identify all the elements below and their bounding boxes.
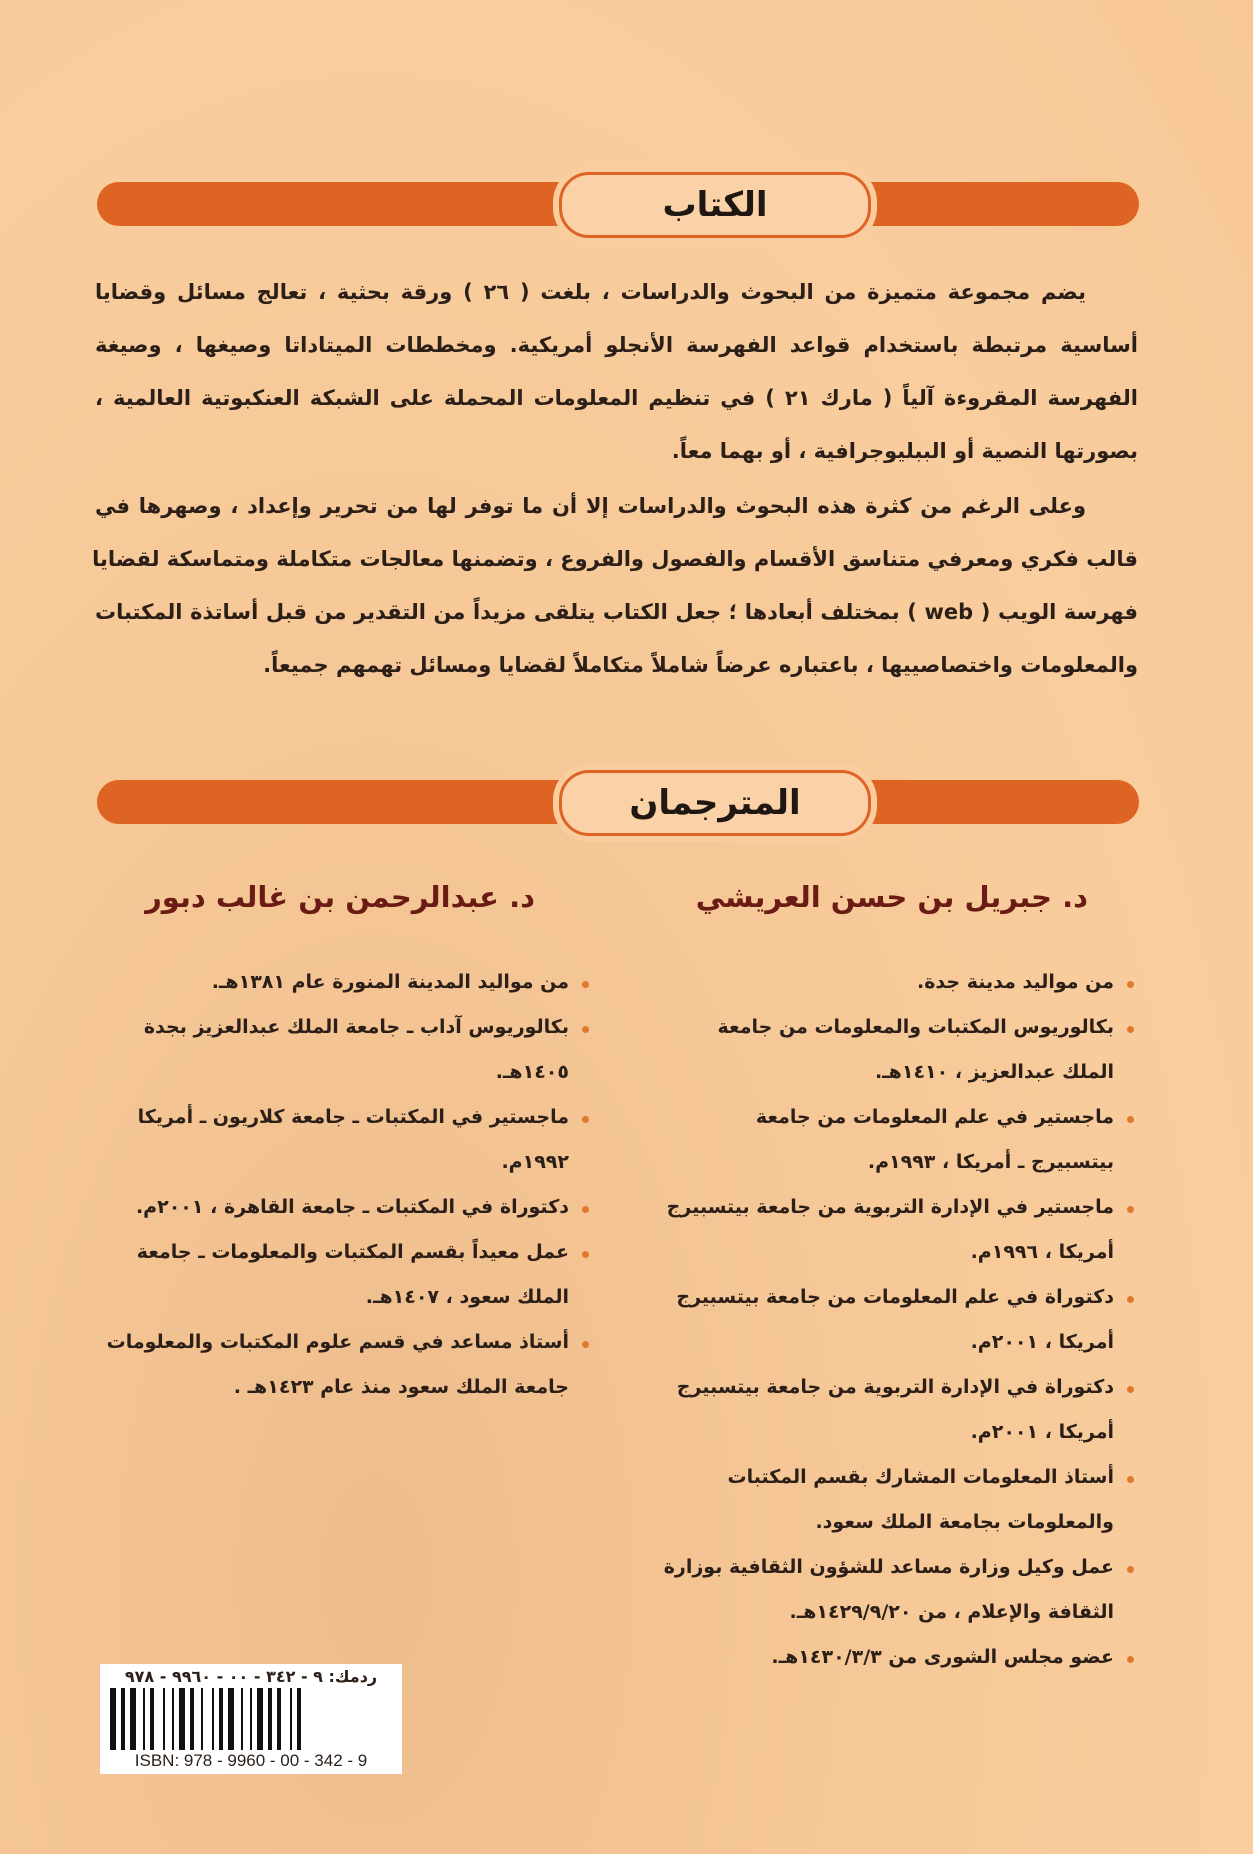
bullet-icon	[1127, 1206, 1134, 1213]
barcode-bar	[250, 1688, 252, 1750]
bio-list-item	[91, 960, 591, 1005]
paragraph-line: الفهرسة المقروءة آلياً ( مارك ٢١ ) في تنظيم المعلومات المحملة على الشبكة العنكبوتية العالمية ،	[95, 386, 1138, 410]
barcode-bar	[150, 1688, 154, 1750]
bio-list-item	[636, 960, 1136, 1005]
barcode-bar	[268, 1688, 272, 1750]
isbn-text: ISBN: 978 - 9960 - 00 - 342 - 9	[134, 1751, 368, 1770]
bullet-icon	[582, 1251, 589, 1258]
paragraph-line: وعلى الرغم من كثرة هذه البحوث والدراسات إلا أن ما توفر لها من تحرير وإعداد ، وصهرها في	[95, 494, 1086, 518]
barcode-bar	[290, 1688, 292, 1750]
bullet-icon	[1127, 1476, 1134, 1483]
arabic-isbn: ردمك: ٩ - ٣٤٢ - ٠٠ - ٩٩٦٠ - ٩٧٨	[124, 1667, 378, 1686]
paragraph-line: أساسية مرتبطة باستخدام قواعد الفهرسة الأنجلو أمريكية. ومخططات الميتاداتا وصيغها ، وصيغة	[95, 333, 1138, 357]
bio-line: عمل وكيل وزارة مساعد للشؤون الثقافية بوزارة	[663, 1556, 1114, 1578]
bio-line: بكالوريوس آداب ـ جامعة الملك عبدالعزيز بجدة	[143, 1016, 569, 1038]
bio-line: دكتوراة في علم المعلومات من جامعة بيتسبيرج	[676, 1286, 1114, 1308]
barcode-bar	[228, 1688, 234, 1750]
bio-line: دكتوراة في المكتبات ـ جامعة القاهرة ، ٢٠٠١م.	[135, 1196, 569, 1218]
bio-line: جامعة الملك سعود منذ عام ١٤٢٣هـ .	[233, 1376, 569, 1398]
barcode-bar	[257, 1688, 263, 1750]
bullet-icon	[1127, 1296, 1134, 1303]
bullet-icon	[582, 1116, 589, 1123]
barcode-bar	[110, 1688, 116, 1750]
translator-1-name: د. جبريل بن حسن العريشي	[695, 880, 1088, 914]
bio-line: عمل معيداً بقسم المكتبات والمعلومات ـ جامعة	[136, 1241, 569, 1263]
isbn-barcode	[100, 1664, 402, 1774]
bio-line: ١٩٩٢م.	[501, 1151, 569, 1173]
translators-section-title: المترجمان	[559, 770, 871, 836]
bio-line: ١٤٠٥هـ.	[495, 1061, 569, 1083]
barcode-bar	[143, 1688, 145, 1750]
barcode-bar	[219, 1688, 223, 1750]
paragraph-line: والمعلومات واختصاصييها ، باعتباره عرضاً شاملاً متكاملاً لقضايا ومسائل تهمهم جميعاً.	[263, 653, 1138, 677]
translator-1-bio-list	[636, 960, 1136, 1680]
barcode-bar	[241, 1688, 243, 1750]
barcode-bar	[121, 1688, 125, 1750]
bio-list-item	[91, 1185, 591, 1230]
bullet-icon	[1127, 1386, 1134, 1393]
bio-list-item	[636, 1185, 1136, 1275]
barcode-bar	[201, 1688, 203, 1750]
bio-line: من مواليد المدينة المنورة عام ١٣٨١هـ.	[211, 971, 569, 993]
barcode-bar	[163, 1688, 165, 1750]
bio-line: أمريكا ، ٢٠٠١م.	[970, 1331, 1114, 1353]
bullet-icon	[1127, 1566, 1134, 1573]
bio-list-item	[91, 1095, 591, 1185]
book-section-title: الكتاب	[559, 172, 871, 238]
bio-line: أمريكا ، ١٩٩٦م.	[970, 1241, 1114, 1263]
bullet-icon	[1127, 1026, 1134, 1033]
bio-list-item	[91, 1230, 591, 1320]
book-description-paragraph-2	[92, 480, 1138, 692]
bio-list-item	[636, 1095, 1136, 1185]
bio-list-item	[636, 1365, 1136, 1455]
bio-line: أستاذ مساعد في قسم علوم المكتبات والمعلومات	[106, 1331, 569, 1353]
bullet-icon	[582, 1206, 589, 1213]
bio-line: بكالوريوس المكتبات والمعلومات من جامعة	[717, 1016, 1114, 1038]
translators-section-banner	[97, 776, 1139, 828]
bio-line: والمعلومات بجامعة الملك سعود.	[815, 1511, 1114, 1533]
bullet-icon	[1127, 1656, 1134, 1663]
bullet-icon	[582, 981, 589, 988]
bio-list-item	[91, 1320, 591, 1410]
book-section-banner	[97, 178, 1139, 230]
translator-2-name: د. عبدالرحمن بن غالب دبور	[145, 880, 535, 914]
bio-line: دكتوراة في الإدارة التربوية من جامعة بيتسبيرج	[676, 1376, 1114, 1398]
bullet-icon	[582, 1341, 589, 1348]
translator-2-bio-list	[91, 960, 591, 1410]
barcode-bar	[277, 1688, 281, 1750]
bio-line: ماجستير في الإدارة التربوية من جامعة بيتسبيرج	[666, 1196, 1114, 1218]
bio-line: الثقافة والإعلام ، من ١٤٢٩/٩/٢٠هـ.	[789, 1601, 1114, 1623]
bio-list-item	[91, 1005, 591, 1095]
bio-line: أستاذ المعلومات المشارك بقسم المكتبات	[727, 1466, 1114, 1488]
barcode-bar	[172, 1688, 174, 1750]
bio-list-item	[636, 1635, 1136, 1680]
bio-list-item	[636, 1005, 1136, 1095]
bio-list-item	[636, 1455, 1136, 1545]
bullet-icon	[1127, 981, 1134, 988]
bio-list-item	[636, 1275, 1136, 1365]
bio-line: عضو مجلس الشورى من ١٤٣٠/٣/٣هـ.	[771, 1646, 1114, 1668]
barcode-bars	[110, 1688, 392, 1750]
paragraph-line: قالب فكري ومعرفي متناسق الأقسام والفصول والفروع ، وتضمنها معالجات متكاملة ومتماسكة لقضايا	[92, 547, 1138, 571]
bullet-icon	[1127, 1116, 1134, 1123]
paragraph-line: فهرسة الويب ( web ) بمختلف أبعادها ؛ جعل الكتاب يتلقى مزيداً من التقدير من قبل أساتذة المكتبات	[95, 600, 1138, 624]
bio-line: أمريكا ، ٢٠٠١م.	[970, 1421, 1114, 1443]
bio-line: الملك عبدالعزيز ، ١٤١٠هـ.	[874, 1061, 1114, 1083]
bio-list-item	[636, 1545, 1136, 1635]
bio-line: بيتسبيرج ـ أمريكا ، ١٩٩٣م.	[867, 1151, 1114, 1173]
bio-line: ماجستير في المكتبات ـ جامعة كلاريون ـ أمريكا	[137, 1106, 569, 1128]
barcode-bar	[130, 1688, 136, 1750]
paragraph-line: بصورتها النصية أو الببليوجرافية ، أو بهما معاً.	[671, 439, 1138, 463]
bullet-icon	[582, 1026, 589, 1033]
bio-line: ماجستير في علم المعلومات من جامعة	[755, 1106, 1114, 1128]
barcode-bar	[297, 1688, 301, 1750]
book-description-paragraph-1	[95, 266, 1138, 478]
bio-line: من مواليد مدينة جدة.	[916, 971, 1114, 993]
paragraph-line: يضم مجموعة متميزة من البحوث والدراسات ، بلغت ( ٢٦ ) ورقة بحثية ، تعالج مسائل وقضايا	[95, 280, 1087, 304]
barcode-bar	[212, 1688, 214, 1750]
bio-line: الملك سعود ، ١٤٠٧هـ.	[365, 1286, 569, 1308]
barcode-bar	[179, 1688, 185, 1750]
barcode-bar	[190, 1688, 194, 1750]
